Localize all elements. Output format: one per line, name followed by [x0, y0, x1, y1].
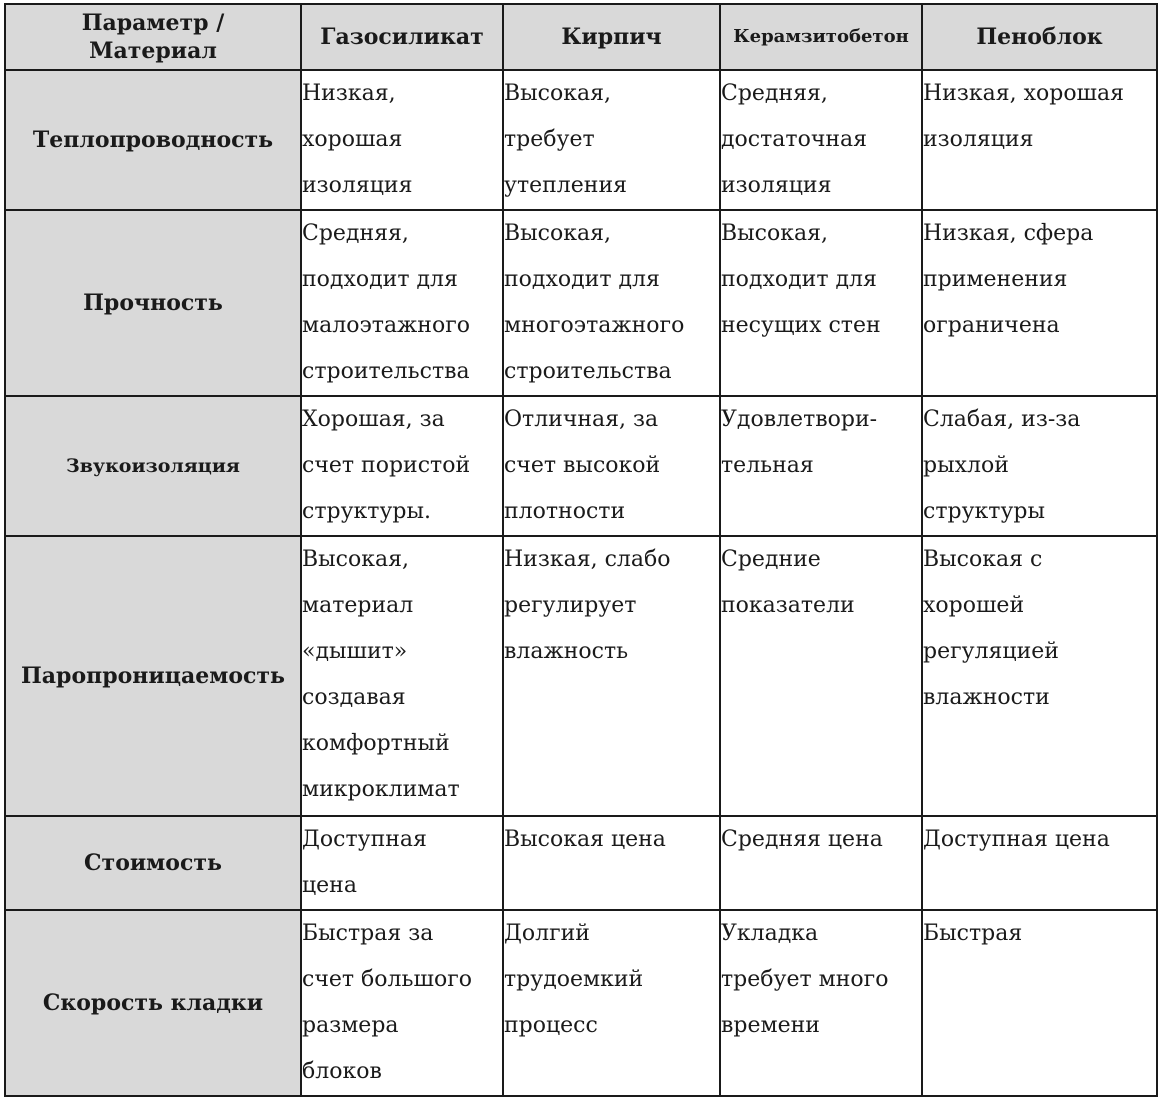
cell-penoblok: Быстрая: [922, 910, 1157, 1096]
cell-kirpich: Отличная, за счет высокой плотности: [503, 396, 720, 536]
cell-penoblok: Слабая, из-за рыхлой структуры: [922, 396, 1157, 536]
table-row: [5, 396, 1157, 536]
cell-keramzitobeton: Удовлетвори- тельная: [720, 396, 922, 536]
comparison-table: [4, 3, 1158, 1097]
cell-gazosilikat: Хорошая, за счет пористой структуры.: [301, 396, 503, 536]
row-header-paropronicaemost: Паропроницаемость: [5, 536, 301, 816]
header-gazosilikat: Газосиликат: [301, 4, 503, 70]
cell-keramzitobeton: Средняя цена: [720, 816, 922, 910]
header-keramzitobeton: Керамзитобетон: [720, 4, 922, 70]
header-kirpich: Кирпич: [503, 4, 720, 70]
header-penoblok: Пеноблок: [922, 4, 1157, 70]
cell-penoblok: Низкая, сфера применения ограничена: [922, 210, 1157, 396]
header-row: [5, 4, 1157, 70]
row-header-teploprovodnost: Теплопроводность: [5, 70, 301, 210]
cell-penoblok: Низкая, хорошая изоляция: [922, 70, 1157, 210]
cell-kirpich: Долгий трудоемкий процесс: [503, 910, 720, 1096]
row-header-prochnost: Прочность: [5, 210, 301, 396]
cell-keramzitobeton: Средние показатели: [720, 536, 922, 816]
cell-kirpich: Низкая, слабо регулирует влажность: [503, 536, 720, 816]
table-row: [5, 210, 1157, 396]
cell-keramzitobeton: Средняя, достаточная изоляция: [720, 70, 922, 210]
table-row: [5, 910, 1157, 1096]
cell-keramzitobeton: Укладка требует много времени: [720, 910, 922, 1096]
cell-kirpich: Высокая, подходит для многоэтажного строительства: [503, 210, 720, 396]
row-header-zvukoizolyaciya: Звукоизоляция: [5, 396, 301, 536]
row-header-skorost-kladki: Скорость кладки: [5, 910, 301, 1096]
cell-gazosilikat: Низкая, хорошая изоляция: [301, 70, 503, 210]
table-row: [5, 70, 1157, 210]
cell-gazosilikat: Средняя, подходит для малоэтажного строительства: [301, 210, 503, 396]
table-row: [5, 536, 1157, 816]
cell-penoblok: Доступная цена: [922, 816, 1157, 910]
cell-gazosilikat: Высокая, материал «дышит» создавая комфортный микроклимат: [301, 536, 503, 816]
cell-gazosilikat: Доступная цена: [301, 816, 503, 910]
cell-keramzitobeton: Высокая, подходит для несущих стен: [720, 210, 922, 396]
cell-penoblok: Высокая с хорошей регуляцией влажности: [922, 536, 1157, 816]
cell-kirpich: Высокая, требует утепления: [503, 70, 720, 210]
header-param: Параметр / Материал: [5, 4, 301, 70]
cell-gazosilikat: Быстрая за счет большого размера блоков: [301, 910, 503, 1096]
table-row: [5, 816, 1157, 910]
cell-kirpich: Высокая цена: [503, 816, 720, 910]
row-header-stoimost: Стоимость: [5, 816, 301, 910]
